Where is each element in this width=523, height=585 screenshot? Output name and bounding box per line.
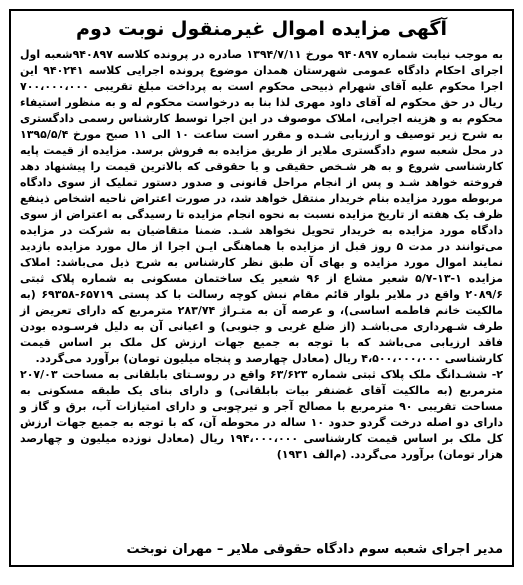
- notice-title: آگهی مزایده اموال غیرمنقول نوبت دوم: [76, 18, 447, 40]
- notice-body: [20, 47, 503, 463]
- notice-paragraph-2: ۲- ششـدانگ ملک پلاک ثبتی شماره ۶۳/۶۲۳ واقع در روسـتای بابلقانی به مساحت ۲۰۷/۰۳ مترمربع (به مالکیت آقای غضنفر بیات بابلقانی) و دارای بنای یک طبقه مسکونی به مساحت تقریبی ۹۰ مترمربع با مصالح آجر و تیرچوبی و دارای امتیازات آب، برق و گاز و دارای دو اصله درخت گردو حدود ۱۰ ساله در محوطه آن، که با توجه به جمیع جهات ارزش کل ملک بر اساس قیمت کارشناسی ۱۹۴،۰۰۰،۰۰۰ ریال (معادل نوزده میلیون و چهارصد هزار تومان) برآورد می‌گردد. (م‌الف ۱۹۳۱): [20, 368, 503, 461]
- notice-signature: مدیر اجرای شعبه سوم دادگاه حقوقی ملایر – مهران نوبخت: [126, 542, 503, 557]
- auction-notice: [9, 9, 514, 567]
- notice-paragraph-1: به موجب نیابت شماره ۹۴۰۸۹۷ مورخ ۱۳۹۴/۷/۱۱ صادره در پرونده کلاسه ۹۴۰۸۹۷شعبه اول اجرای احکام دادگاه عمومی شهرستان همدان موضوع پرونده اجرایی کلاسه ۹۴۰۲۴۱ این اجرا محکوم علیه آقای شهرام ذبیحی محکوم است به پرداخت مبلغ تقریبی ۷۰۰،۰۰۰،۰۰۰ ریال در حق محکوم له آقای داود مهری لذا بنا به درخواست محکوم له و به منظور استیفاء محکوم به و هزینه اجرایی، املاک موصوف در این اجرا توسط کارشناس رسمی دادگستری به شرح زیر توصیف و ارزیابی شـده و مقرر است ساعت ۱۰ الی ۱۱ صبح مورخ ۱۳۹۵/۵/۴ در محل شعبه سوم دادگستری ملایر از طریق مزایده به فروش برسد. مزایده از قیمت پایه کارشناسی شروع و به هر شـخص حقیقی و یا حقوقی که بالاترین قیمت را پیشنهاد دهد فروخته خواهد شـد و پس از انجام مراحل قانونی و صدور دستور تملیک از سوی دادگاه مربوطه مورد مزایده بنام خریدار منتقل خواهد شد، در صورت اعتراض ناحیه اشخاص ذینفع ظرف یک هفته از تاریخ مزایده نسبت به نحوه انجام مزایده تا رسیدگی به اعتراض از سوی دادگاه مورد مزایده به خریدار تحویل نخواهد شـد. ضمنا متقاضیان به شرکت در مزایده می‌توانند در مدت ۵ روز قبل از مزایده با هماهنگی ایـن اجرا از مال مورد مزایده بازدید نمایند اموال مورد مزایده و بهای آن طبق نظر کارشناس به شرح ذیل می‌باشد: املاک مزایده ۱-۱۳-۵/۷ شعیر مشاع از ۹۶ شعیر یک ساختمان مسکونی به شماره پلاک ثبتی ۲۰۸۹/۶ واقع در ملایر بلوار قائم مقام نبش کوچه رسالت با کد پستی ۶۵۷۱۹-۶۹۳۵۸ (به مالکیت خانم فاطمه اساسی)، و عرصه آن به متـراژ ۲۸۳/۷۴ مترمربع که دارای تعریض از طرف شـهرداری می‌باشـد (از ضلع غربی و جنوبی) و اعیانی آن به دلیل فرسـوده بودن فاقد ارزیابی می‌باشد که با توجه به جمیع جهات ارزش کل ملک بر اساس قیمت کارشناسی ۴،۵۰۰،۰۰۰،۰۰۰ ریال (معادل چهارصد و پنجاه میلیون تومان) برآورد می‌گردد.: [20, 48, 503, 365]
